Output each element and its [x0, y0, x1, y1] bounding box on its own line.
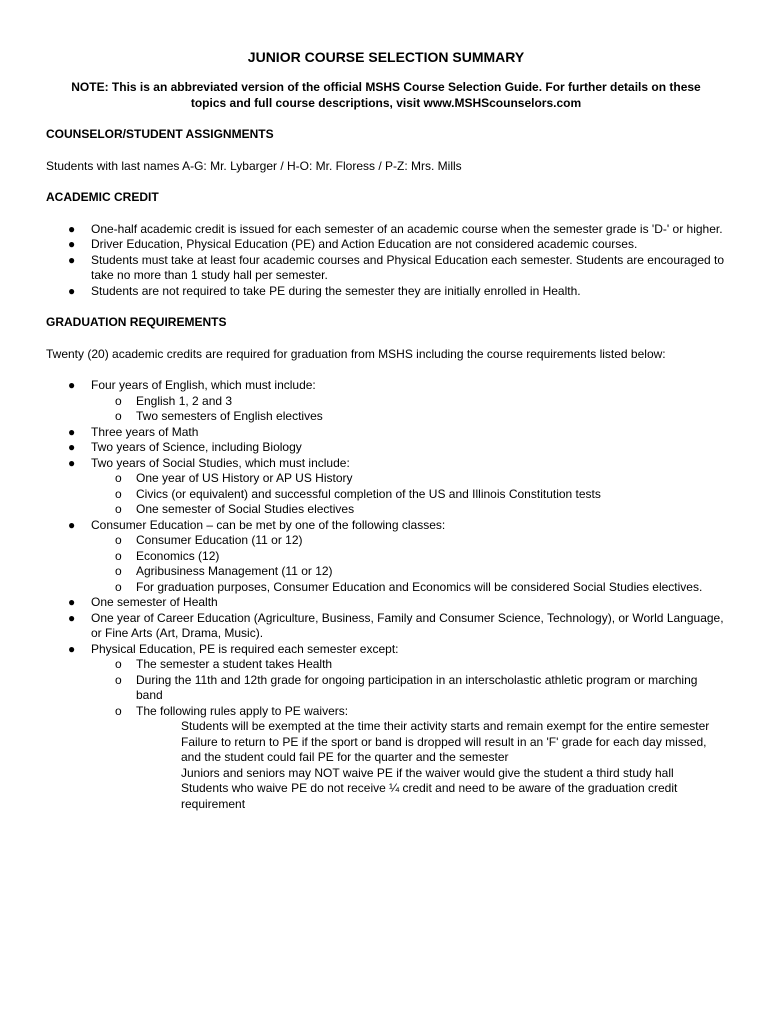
document-title: JUNIOR COURSE SELECTION SUMMARY	[247, 49, 525, 65]
academic-credit-heading: ACADEMIC CREDIT	[46, 190, 159, 204]
bullet-icon: ●	[68, 378, 76, 392]
circle-marker-icon: o	[115, 579, 122, 594]
sub-list-item	[91, 409, 726, 425]
sub-item-text: Agribusiness Management (11 or 12)	[136, 564, 333, 578]
english-sub-list	[91, 394, 726, 425]
circle-marker-icon: o	[115, 703, 122, 718]
list-item	[46, 237, 726, 253]
bullet-icon: ●	[68, 283, 76, 298]
sub-item-text: Civics (or equivalent) and successful completion of the US and Illinois Constitution tests	[136, 486, 601, 501]
consumer-education-sub-list	[91, 533, 726, 595]
sub-item-text: The following rules apply to PE waivers:	[136, 703, 349, 718]
circle-marker-icon: o	[115, 657, 122, 671]
sub-item-text: Economics (12)	[136, 548, 220, 563]
circle-marker-icon: o	[115, 393, 122, 408]
sub-list-item	[91, 533, 726, 549]
list-item-text: Driver Education, Physical Education (PE) and Action Education are not considered academic courses.	[91, 237, 638, 251]
bullet-icon: ●	[68, 252, 76, 267]
sub-item-text: One year of US History or AP US History	[136, 471, 353, 485]
circle-marker-icon: o	[115, 486, 122, 501]
bullet-icon: ●	[68, 221, 76, 236]
requirement-consumer-education	[46, 518, 726, 596]
sub-list-item	[91, 564, 726, 580]
sub-item-text: During the 11th and 12th grade for ongoing participation in an interscholastic athletic program or marching band	[136, 672, 698, 702]
sub-item-text: For graduation purposes, Consumer Education and Economics will be considered Social Studies electives.	[136, 579, 703, 594]
bullet-icon: ●	[68, 610, 76, 625]
list-item-text: Students must take at least four academic courses and Physical Education each semester. Students are encouraged to take no more than 1 study hall per semester.	[91, 252, 725, 282]
graduation-requirements-list	[46, 378, 726, 812]
circle-marker-icon: o	[115, 548, 122, 563]
sub-list-item	[91, 580, 726, 596]
bullet-icon: ●	[68, 595, 76, 609]
list-item-text: Physical Education, PE is required each semester except:	[91, 641, 399, 656]
list-item	[46, 222, 726, 238]
sub-list-item	[91, 657, 726, 673]
list-item-text: One year of Career Education (Agriculture, Business, Family and Consumer Science, Technology), or World Language, or Fine Arts (Art, Drama, Music).	[91, 610, 724, 640]
bullet-icon: ●	[68, 517, 76, 532]
circle-marker-icon: o	[115, 564, 122, 578]
waiver-rule: Failure to return to PE if the sport or band is dropped will result in an 'F' grade for each day missed, and the student could fail PE for the quarter and the semester	[181, 734, 707, 764]
circle-marker-icon: o	[115, 409, 122, 423]
pe-waiver-rules-list	[136, 719, 726, 812]
counselor-heading: COUNSELOR/STUDENT ASSIGNMENTS	[46, 127, 274, 141]
bullet-icon: ●	[68, 641, 76, 656]
waiver-rule: Juniors and seniors may NOT waive PE if the waiver would give the student a third study hall	[181, 765, 674, 780]
waiver-rule: Students who waive PE do not receive ¼ credit and need to be aware of the graduation credit requirement	[181, 781, 678, 811]
counselor-assignments-text: Students with last names A-G: Mr. Lybarger / H-O: Mr. Floress / P-Z: Mrs. Mills	[46, 158, 462, 173]
guide-note: NOTE: This is an abbreviated version of the official MSHS Course Selection Guide. For further details on these topics and full course descriptions, visit www.MSHScounselors.com	[71, 80, 701, 110]
list-item	[46, 253, 726, 284]
requirement-career-education	[46, 611, 726, 642]
graduation-intro: Twenty (20) academic credits are required for graduation from MSHS including the course requirements listed below:	[46, 346, 666, 361]
list-item-text: One-half academic credit is issued for each semester of an academic course when the semester grade is 'D-' or higher.	[91, 221, 723, 236]
list-item-text: One semester of Health	[91, 595, 218, 609]
requirement-math	[46, 425, 726, 441]
sub-item-text: The semester a student takes Health	[136, 657, 333, 671]
waiver-rule: Students will be exempted at the time their activity starts and remain exempt for the entire semester	[181, 719, 710, 733]
list-item-text: Two years of Science, including Biology	[91, 440, 302, 454]
sub-list-item	[91, 704, 726, 813]
list-item	[46, 284, 726, 300]
bullet-icon: ●	[68, 237, 76, 251]
bullet-icon: ●	[68, 455, 76, 470]
list-item-text: Students are not required to take PE during the semester they are initially enrolled in Health.	[91, 283, 581, 298]
physical-education-sub-list	[91, 657, 726, 812]
sub-item-text: English 1, 2 and 3	[136, 393, 233, 408]
sub-list-item	[91, 673, 726, 704]
sub-item-text: One semester of Social Studies electives	[136, 502, 355, 516]
list-item-text: Three years of Math	[91, 424, 199, 439]
academic-credit-list	[46, 222, 726, 300]
requirement-health	[46, 595, 726, 611]
requirement-physical-education	[46, 642, 726, 813]
requirement-science	[46, 440, 726, 456]
sub-item-text: Two semesters of English electives	[136, 409, 323, 423]
sub-list-item	[91, 471, 726, 487]
list-item-text: Four years of English, which must include:	[91, 378, 316, 392]
sub-list-item	[91, 394, 726, 410]
list-item-text: Two years of Social Studies, which must include:	[91, 455, 350, 470]
circle-marker-icon: o	[115, 502, 122, 516]
sub-list-item	[91, 487, 726, 503]
list-item-text: Consumer Education – can be met by one of the following classes:	[91, 517, 446, 532]
circle-marker-icon: o	[115, 672, 122, 687]
sub-list-item	[91, 549, 726, 565]
sub-item-text: Consumer Education (11 or 12)	[136, 533, 303, 547]
bullet-icon: ●	[68, 424, 76, 439]
sub-list-item	[91, 502, 726, 518]
requirement-english	[46, 378, 726, 425]
circle-marker-icon: o	[115, 471, 122, 485]
bullet-icon: ●	[68, 440, 76, 454]
graduation-heading: GRADUATION REQUIREMENTS	[46, 315, 227, 329]
requirement-social-studies	[46, 456, 726, 518]
circle-marker-icon: o	[115, 533, 122, 547]
social-studies-sub-list	[91, 471, 726, 518]
